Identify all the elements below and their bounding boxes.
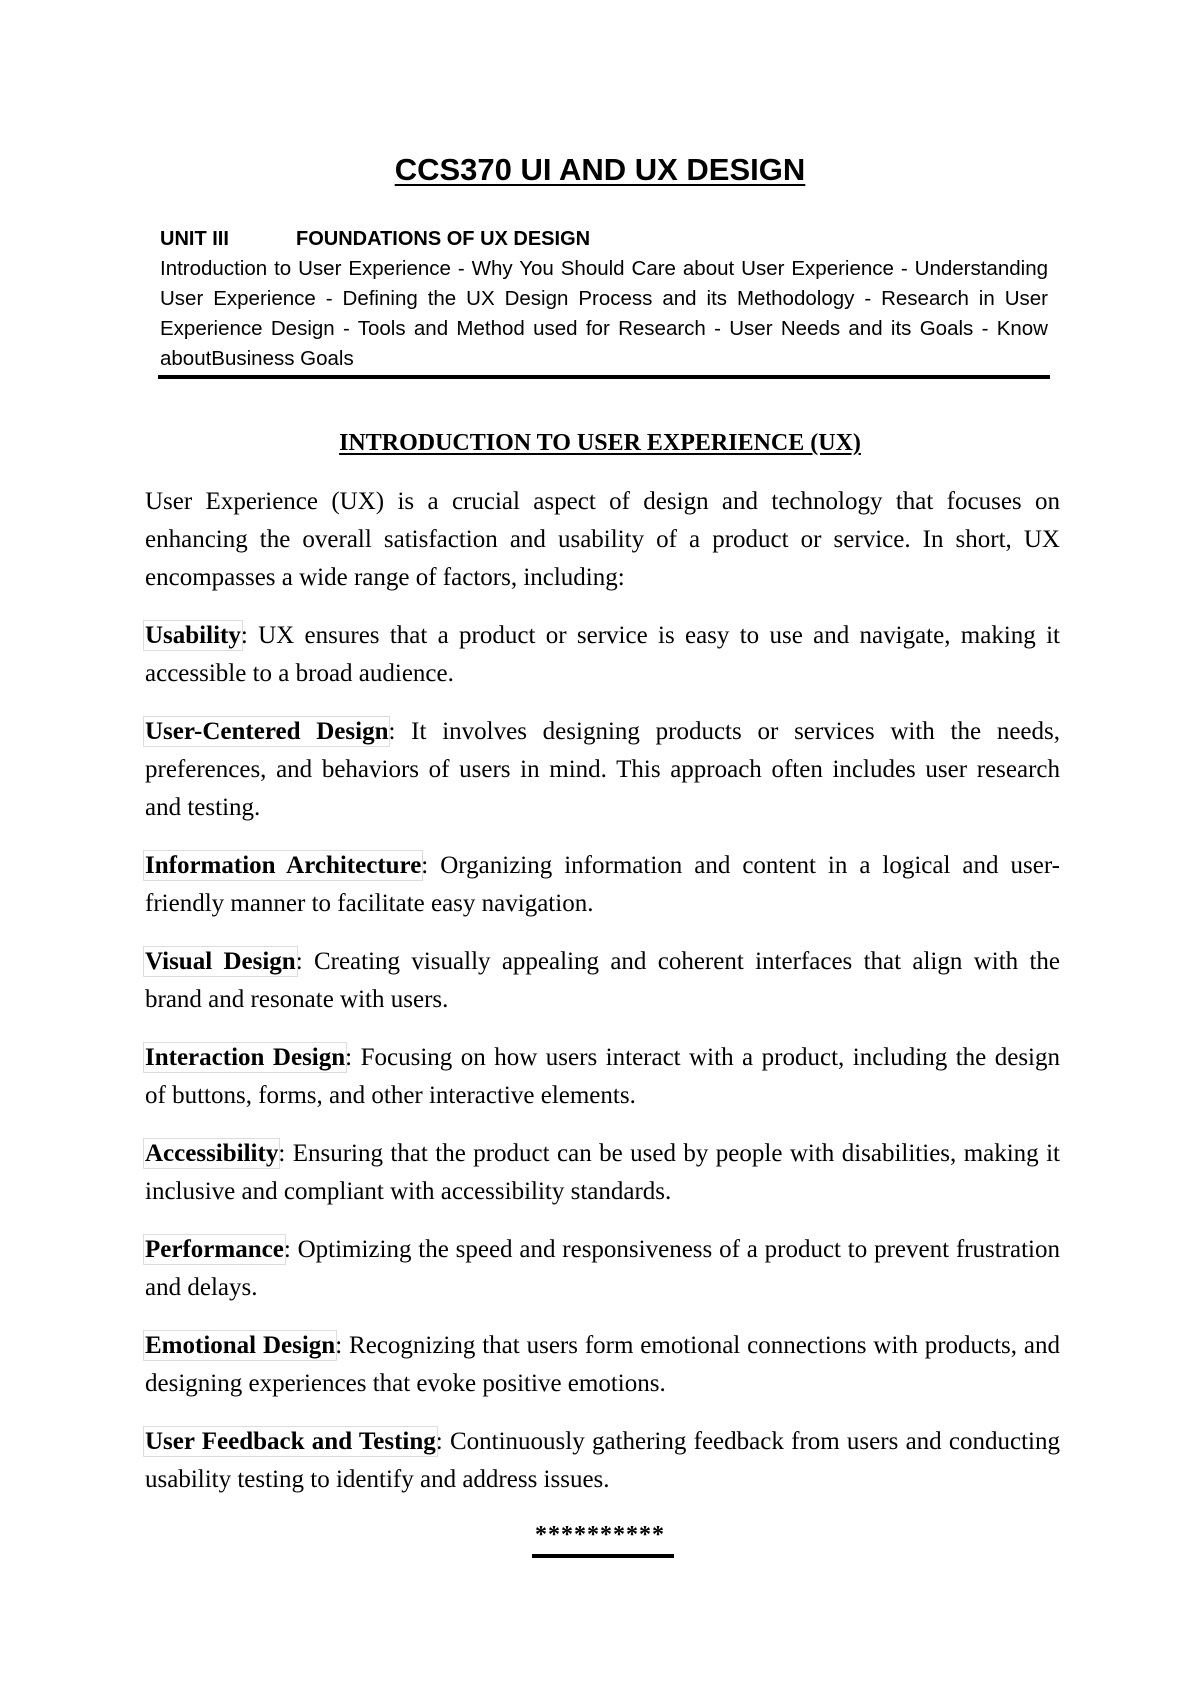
unit-description: Introduction to User Experience - Why You Should Care about User Experience - Understanding User Experience - Defining the UX Design Process and its Methodology - Research in User Experience Design - Tools and Method used for Research - User Needs and its Goals - Know aboutBusiness Goals [160,257,1048,370]
unit-name: FOUNDATIONS OF UX DESIGN [296,228,591,250]
factor-text: : It involves designing products or services with the needs, preferences, and behaviors of users in mind. This approach often includes user research and testing. [145,718,1060,821]
factor-term: Interaction Design [145,1044,346,1071]
unit-heading [160,224,1048,254]
unit-label: UNIT III [160,228,229,250]
factor-text: : Optimizing the speed and responsiveness of a product to prevent frustration and delays. [145,1236,1060,1301]
factor-paragraph [145,1327,1060,1403]
factor-term: User-Centered Design [145,718,389,745]
factor-text: : Recognizing that users form emotional connections with products, and designing experiences that evoke positive emotions. [145,1332,1060,1397]
unit-syllabus [160,224,1048,374]
end-marker: ********** [535,1522,665,1548]
factor-paragraph [145,943,1060,1019]
factor-text: : Creating visually appealing and coherent interfaces that align with the brand and resonate with users. [145,948,1060,1013]
section-body [145,483,1060,1519]
factor-term: Emotional Design [145,1332,336,1359]
factor-paragraph [145,1423,1060,1499]
factor-paragraph [145,1135,1060,1211]
factor-text: : Focusing on how users interact with a product, including the design of buttons, forms, and other interactive elements. [145,1044,1060,1109]
factor-term: Performance [145,1236,284,1263]
factor-term: User Feedback and Testing [145,1428,436,1455]
end-marker-underline [532,1554,674,1558]
factor-paragraph [145,1039,1060,1115]
factor-text: : Organizing information and content in a logical and user-friendly manner to facilitate easy navigation. [145,852,1060,917]
factor-text: : UX ensures that a product or service is easy to use and navigate, making it accessible to a broad audience. [145,622,1060,687]
factor-term: Information Architecture [145,852,422,879]
factor-term: Visual Design [145,948,296,975]
document-title: CCS370 UI AND UX DESIGN [394,152,806,187]
section-heading: INTRODUCTION TO USER EXPERIENCE (UX) [339,430,861,456]
intro-paragraph: User Experience (UX) is a crucial aspect of design and technology that focuses on enhancing the overall satisfaction and usability of a product or service. In short, UX encompasses a wide range of factors, including: [145,488,1060,591]
factor-text: : Continuously gathering feedback from users and conducting usability testing to identify and address issues. [145,1428,1060,1493]
syllabus-divider [158,375,1050,379]
factor-paragraph [145,713,1060,827]
factor-paragraph [145,847,1060,923]
factor-text: : Ensuring that the product can be used by people with disabilities, making it inclusive and compliant with accessibility standards. [145,1140,1060,1205]
factor-paragraph [145,1231,1060,1307]
factor-paragraph [145,617,1060,693]
factor-term: Usability [145,622,241,649]
factor-term: Accessibility [145,1140,279,1167]
